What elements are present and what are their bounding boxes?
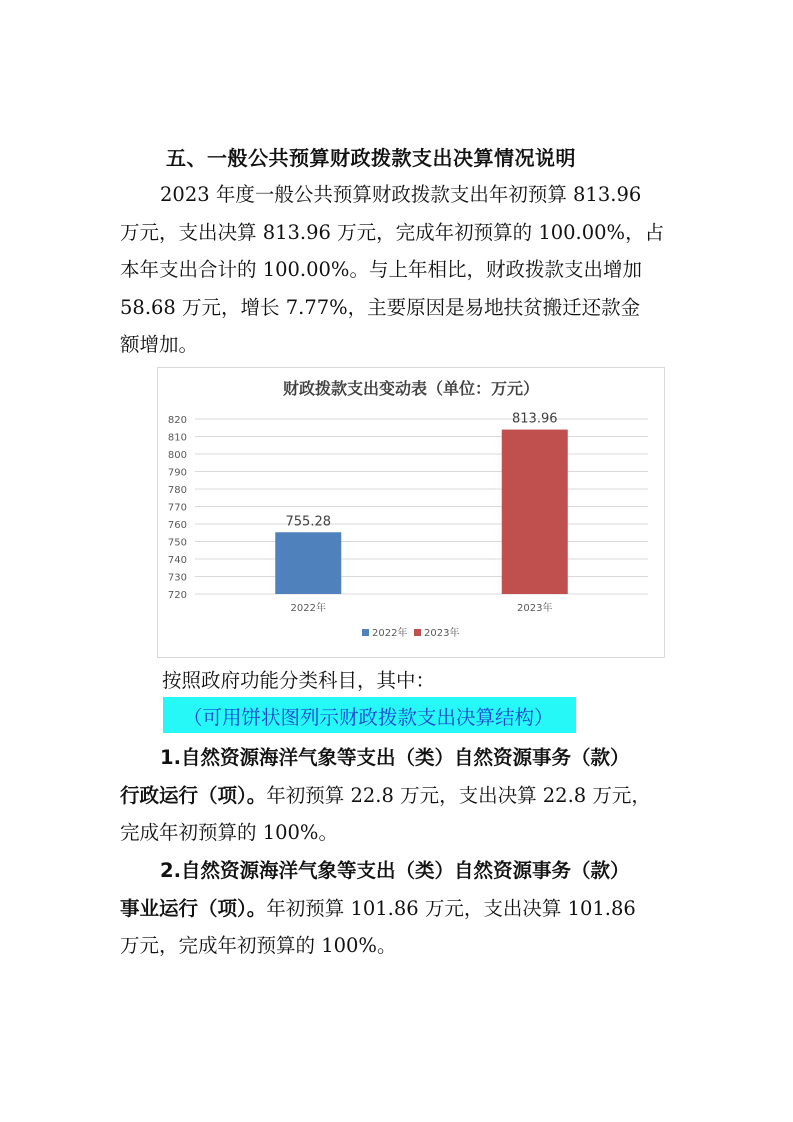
y-tick-label: 760 <box>167 520 187 531</box>
item-bold-text: 2.自然资源海洋气象等支出（类）自然资源事务（款） <box>160 859 630 882</box>
chart-canvas <box>158 368 664 657</box>
y-tick-label: 800 <box>167 450 187 461</box>
intro-paragraph <box>120 176 680 364</box>
legend-swatch <box>362 629 369 636</box>
intro-line: 58.68 万元，增长 7.77%，主要原因是易地扶贫搬迁还款金 <box>120 295 641 319</box>
y-tick-label: 780 <box>167 485 187 496</box>
bar <box>502 430 568 594</box>
x-tick-label: 2022年 <box>290 603 326 614</box>
highlight-note-text: （可用饼状图列示财政拨款支出决算结构） <box>183 706 554 729</box>
y-tick-label: 820 <box>167 415 187 426</box>
bar <box>275 532 341 594</box>
intro-line: 万元，支出决算 813.96 万元，完成年初预算的 100.00%，占 <box>120 220 665 244</box>
legend-swatch <box>414 629 421 636</box>
expense-item-1 <box>120 739 680 852</box>
item-tail: 万元，完成年初预算的 100%。 <box>120 934 397 957</box>
y-tick-label: 810 <box>167 432 187 444</box>
item-bold-text: 行政运行（项）。 <box>120 783 267 807</box>
highlight-note <box>163 697 576 733</box>
y-tick-label: 790 <box>167 467 187 479</box>
y-tick-label: 730 <box>167 572 187 584</box>
legend-label: 2023年 <box>424 628 460 639</box>
legend-label: 2022年 <box>372 628 408 639</box>
chart-title: 财政拨款支出变动表（单位：万元） <box>282 379 540 398</box>
intro-line: 2023 年度一般公共预算财政拨款支出年初预算 813.96 <box>160 183 642 206</box>
y-tick-label: 740 <box>167 555 187 566</box>
item-tail: 完成年初预算的 100%。 <box>120 821 338 844</box>
budget-change-chart <box>157 367 665 658</box>
intro-line: 本年支出合计的 100.00%。与上年相比，财政拨款支出增加 <box>120 258 642 281</box>
item-bold-text: 事业运行（项）。 <box>120 896 267 920</box>
item-text: 年初预算 101.86 万元，支出决算 101.86 <box>266 896 636 920</box>
x-tick-label: 2023年 <box>517 603 553 614</box>
y-tick-label: 770 <box>167 502 187 514</box>
expense-item-2 <box>120 852 680 965</box>
classification-intro: 按照政府功能分类科目，其中： <box>162 669 436 692</box>
y-tick-label: 750 <box>167 537 187 549</box>
intro-line: 额增加。 <box>120 333 199 356</box>
item-text: 年初预算 22.8 万元，支出决算 22.8 万元， <box>266 783 651 807</box>
data-label: 755.28 <box>285 514 331 530</box>
data-label: 813.96 <box>512 411 558 427</box>
item-bold-text: 1.自然资源海洋气象等支出（类）自然资源事务（款） <box>160 746 630 769</box>
y-tick-label: 720 <box>167 590 187 601</box>
section-heading: 五、一般公共预算财政拨款支出决算情况说明 <box>166 146 576 170</box>
